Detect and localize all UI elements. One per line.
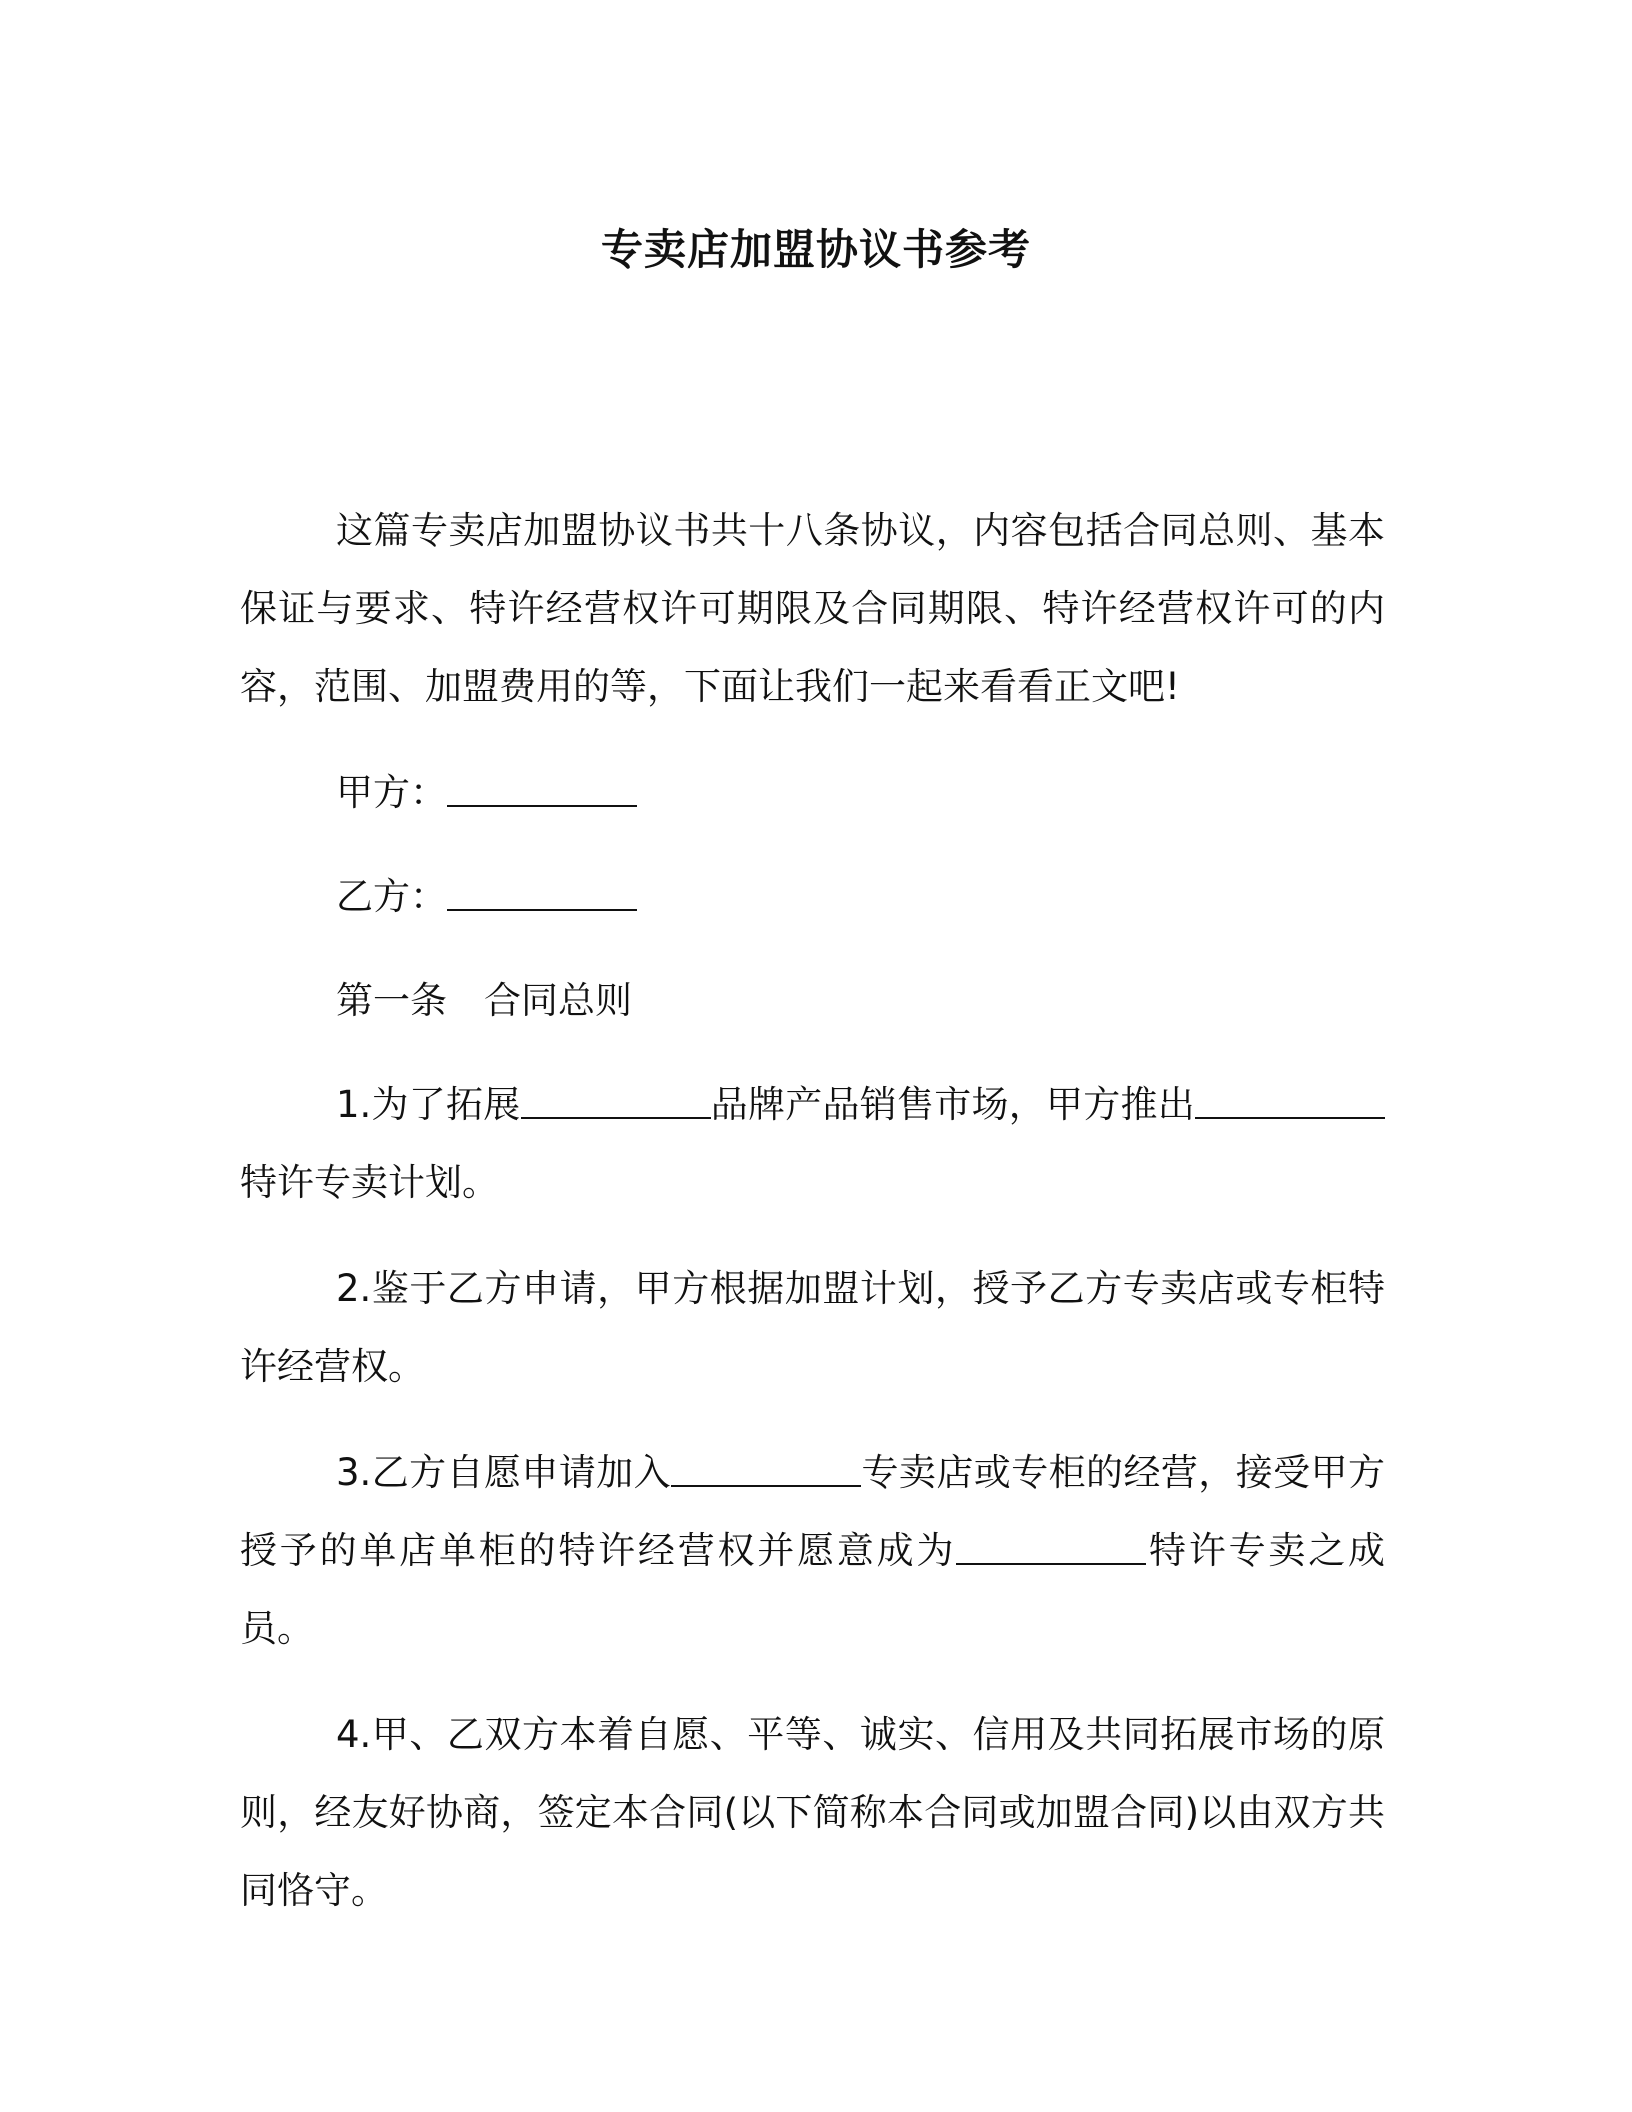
party-b-line [240, 858, 1385, 936]
document-body [240, 492, 1385, 1958]
clause-3 [240, 1434, 1385, 1668]
document-title: 专卖店加盟协议书参考 [600, 225, 1031, 274]
party-a-label: 甲方： [336, 771, 447, 814]
party-b-blank [447, 879, 637, 911]
clause-1-part1: 1.为了拓展 [336, 1083, 521, 1126]
clause-1-part2: 品牌产品销售市场，甲方推出 [710, 1083, 1196, 1126]
party-a-blank [447, 775, 637, 807]
clause-1-blank-brand [521, 1087, 711, 1119]
party-a-line [240, 754, 1385, 832]
clause-1 [240, 1066, 1385, 1222]
intro-paragraph: 这篇专卖店加盟协议书共十八条协议，内容包括合同总则、基本保证与要求、特许经营权许可期限及合同期限、特许经营权许可的内容，范围、加盟费用的等，下面让我们一起来看看正文吧! [240, 509, 1385, 708]
clause-3-blank-store [671, 1455, 861, 1487]
clause-2: 2.鉴于乙方申请，甲方根据加盟计划，授予乙方专卖店或专柜特许经营权。 [240, 1267, 1385, 1388]
article-1-heading: 第一条 合同总则 [336, 979, 632, 1022]
clause-3-blank-member [956, 1533, 1146, 1565]
clause-1-part3: 特许专卖计划。 [240, 1161, 499, 1204]
clause-3-part3: 特许专卖之成员。 [240, 1529, 1385, 1650]
clause-1-blank-plan [1195, 1087, 1385, 1119]
party-b-label: 乙方： [336, 875, 447, 918]
clause-3-part2: 专卖店或专柜的经营，接受甲方授予的单店单柜的特许经营权并愿意成为 [240, 1451, 1385, 1572]
clause-4: 4.甲、乙双方本着自愿、平等、诚实、信用及共同拓展市场的原则，经友好协商，签定本合同(以下简称本合同或加盟合同)以由双方共同恪守。 [240, 1713, 1385, 1912]
clause-3-part1: 3.乙方自愿申请加入 [336, 1451, 672, 1494]
